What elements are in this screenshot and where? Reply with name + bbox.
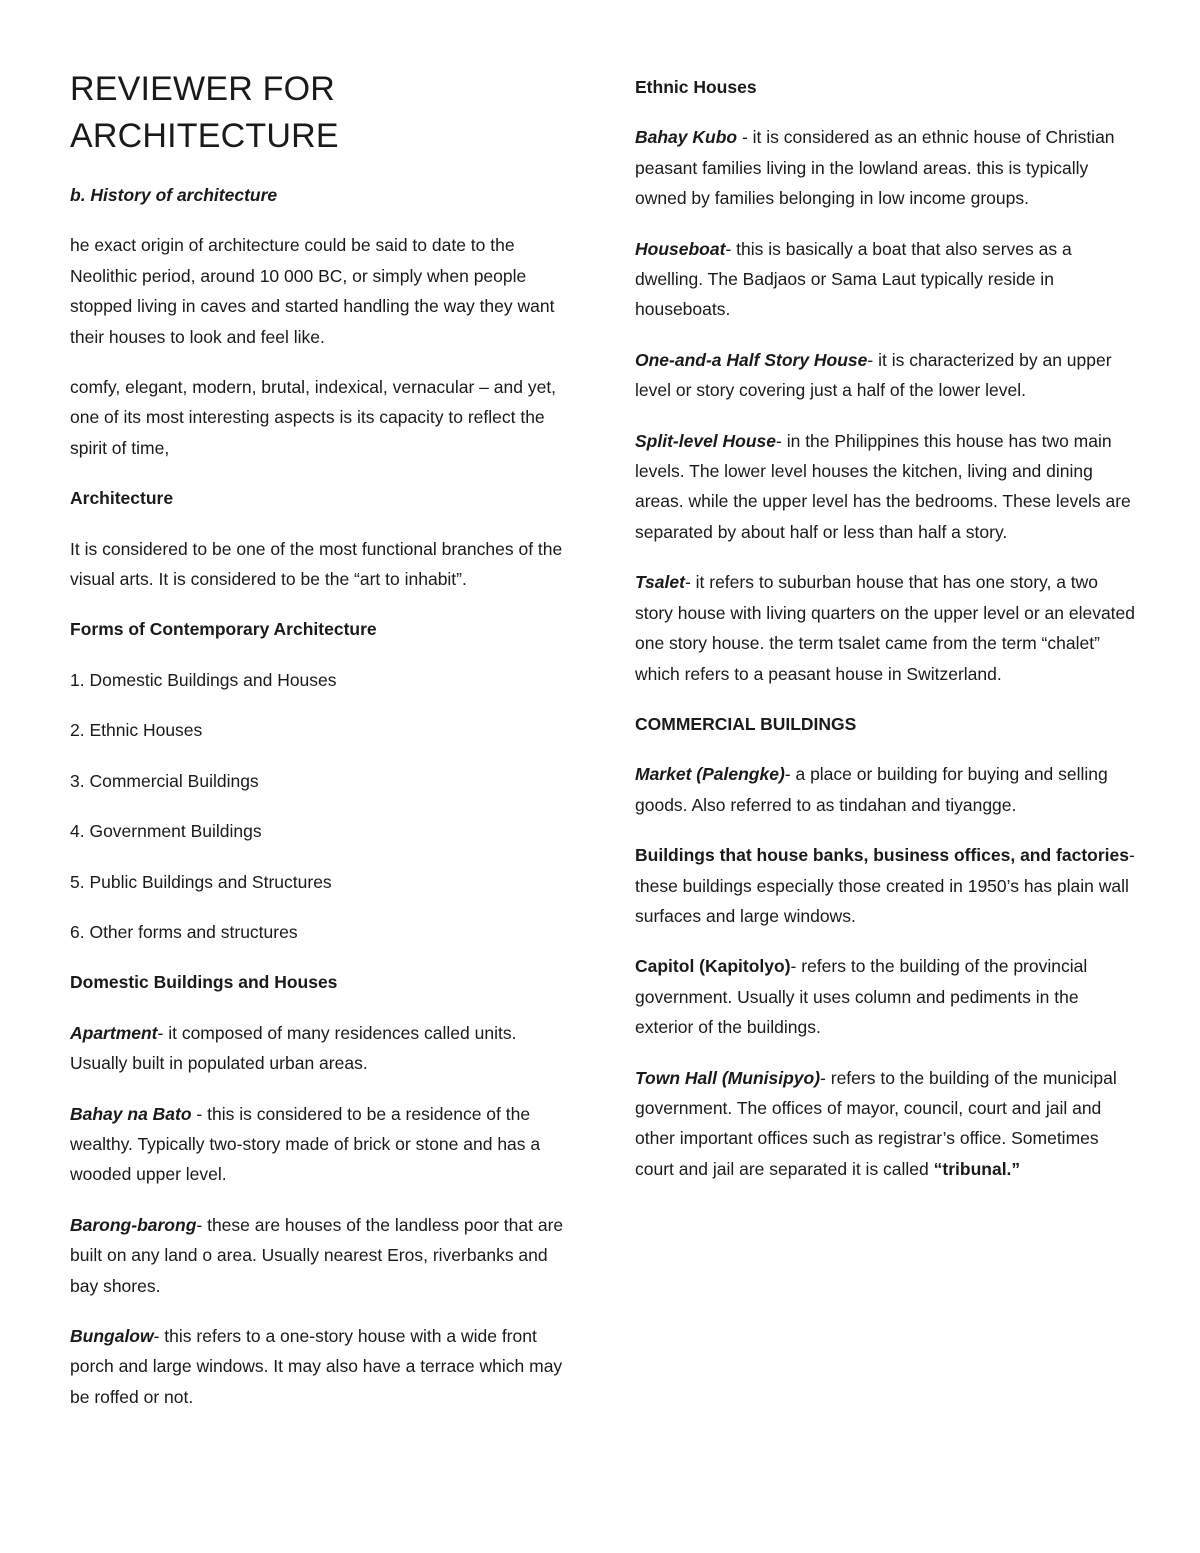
architecture-heading: Architecture — [70, 488, 174, 509]
title-line-2: ARCHITECTURE — [70, 117, 339, 155]
title-line-1: REVIEWER FOR — [70, 70, 335, 108]
forms-heading: Forms of Contemporary Architecture — [70, 619, 377, 640]
section-subtitle: b. History of architecture — [70, 185, 278, 205]
entry-apartment — [70, 1018, 565, 1079]
def-barong-barong: - these are houses of the landless poor that are built on any land o area. Usually nearest Eros, riverbanks and bay shores. — [70, 1214, 564, 1296]
architecture-definition: It is considered to be one of the most functional branches of the visual arts. It is considered to be the “art to inhabit”. — [70, 538, 563, 590]
domestic-heading: Domestic Buildings and Houses — [70, 972, 338, 993]
entry-market — [635, 759, 1135, 820]
entry-town-hall — [635, 1063, 1135, 1185]
tribunal-emphasis: “tribunal.” — [933, 1158, 1021, 1179]
term-bahay-na-bato: Bahay na Bato — [70, 1103, 192, 1124]
term-tsalet: Tsalet — [635, 572, 685, 593]
term-split-level: Split-level House — [635, 430, 777, 451]
right-column — [635, 72, 1135, 1204]
document-title — [70, 66, 565, 160]
entry-bahay-na-bato — [70, 1099, 565, 1190]
left-column — [70, 66, 565, 1432]
intro-paragraph: he exact origin of architecture could be said to date to the Neolithic period, around 10 000 BC, or simply when people stopped living in caves and started handling the way they want their houses to look and feel like. — [70, 235, 555, 347]
entry-bungalow — [70, 1321, 565, 1412]
forms-item-3: 3. Commercial Buildings — [70, 770, 259, 791]
ethnic-heading: Ethnic Houses — [635, 77, 757, 97]
def-bahay-na-bato: - this is considered to be a residence of the wealthy. Typically two-story made of brick or stone and has a wooded upper level. — [70, 1103, 541, 1185]
entry-houseboat — [635, 234, 1135, 325]
entry-bahay-kubo — [635, 122, 1135, 213]
def-tsalet: - it refers to suburban house that has one story, a two story house with living quarters on the upper level or an elevated one story house. the term tsalet came from the term “chalet” which refers to a peasant house in Switzerland. — [635, 572, 1136, 684]
forms-item-6: 6. Other forms and structures — [70, 921, 298, 942]
term-banks: Buildings that house banks, business offices, and factories — [635, 845, 1129, 866]
term-market: Market (Palengke) — [635, 764, 785, 785]
term-capitol: Capitol (Kapitolyo) — [635, 956, 791, 977]
def-houseboat: - this is basically a boat that also serves as a dwelling. The Badjaos or Sama Laut typically reside in houseboats. — [635, 238, 1072, 320]
def-capitol: - refers to the building of the provincial government. Usually it uses column and pediments in the exterior of the buildings. — [635, 956, 1088, 1038]
commercial-heading: COMMERCIAL BUILDINGS — [635, 713, 857, 734]
entry-barong-barong — [70, 1210, 565, 1301]
def-apartment: - it composed of many residences called units. Usually built in populated urban areas. — [70, 1022, 517, 1074]
entry-banks — [635, 840, 1135, 931]
def-town-hall: - refers to the building of the municipal government. The offices of mayor, council, court and jail and other important offices such as registrar’s office. Sometimes court and jail are separated it is called — [635, 1067, 1117, 1179]
term-town-hall: Town Hall (Munisipyo) — [635, 1067, 821, 1088]
def-split-level: - in the Philippines this house has two main levels. The lower level houses the kitchen, living and dining areas. while the upper level has the bedrooms. These levels are separated by about half or less than half a story. — [635, 430, 1131, 542]
forms-item-1: 1. Domestic Buildings and Houses — [70, 669, 337, 690]
entry-split-level — [635, 426, 1135, 548]
spirit-paragraph: comfy, elegant, modern, brutal, indexical, vernacular – and yet, one of its most interesting aspects is its capacity to reflect the spirit of time, — [70, 377, 557, 458]
entry-capitol — [635, 951, 1135, 1042]
entry-tsalet — [635, 567, 1135, 689]
def-bahay-kubo: - it is considered as an ethnic house of Christian peasant families living in the lowland areas. this is typically owned by families belonging in low income groups. — [635, 127, 1115, 209]
term-apartment: Apartment — [70, 1022, 158, 1043]
term-houseboat: Houseboat — [635, 238, 726, 259]
def-banks: - these buildings especially those created in 1950’s has plain wall surfaces and large windows. — [635, 845, 1135, 926]
term-bahay-kubo: Bahay Kubo — [635, 127, 738, 148]
term-one-and-a-half: One-and-a Half Story House — [635, 349, 868, 370]
forms-item-2: 2. Ethnic Houses — [70, 720, 203, 741]
def-one-and-a-half: - it is characterized by an upper level or story covering just a half of the lower level. — [635, 349, 1112, 401]
def-bungalow: - this refers to a one-story house with a wide front porch and large windows. It may also have a terrace which may be roffed or not. — [70, 1325, 563, 1407]
forms-item-4: 4. Government Buildings — [70, 821, 262, 842]
term-barong-barong: Barong-barong — [70, 1214, 197, 1235]
def-market: - a place or building for buying and selling goods. Also referred to as tindahan and tiyangge. — [635, 764, 1108, 815]
term-bungalow: Bungalow — [70, 1325, 154, 1346]
forms-item-5: 5. Public Buildings and Structures — [70, 871, 332, 892]
entry-one-and-a-half — [635, 345, 1135, 406]
